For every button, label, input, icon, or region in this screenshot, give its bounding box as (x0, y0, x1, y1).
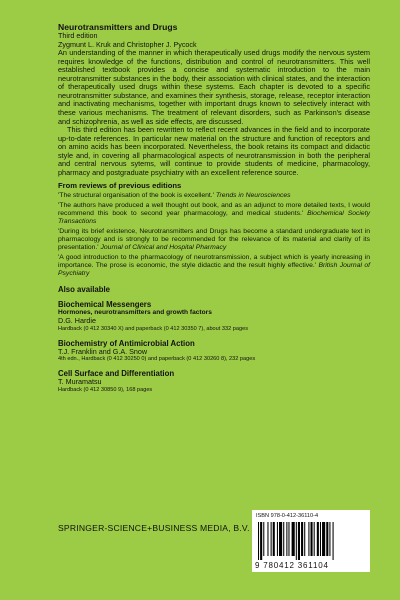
related-book-info: 4th edn., Hardback (0 412 30250 0) and paperback (0 412 30260 8), 232 pages (58, 356, 256, 363)
related-book-info: Hardback (0 412 30340 X) and paperback (0 412 30350 7), about 332 pages (58, 325, 249, 332)
book-title: Neurotransmitters and Drugs (58, 22, 178, 32)
back-cover-content (58, 22, 370, 394)
related-book-title: Cell Surface and Differentiation (58, 369, 175, 379)
review-source: Biochemical Society Transactions (58, 210, 370, 226)
review-item (58, 202, 370, 226)
review-item (58, 228, 370, 252)
related-book-subtitle: Hormones, neurotransmitters and growth factors (58, 309, 212, 317)
description-paragraph-2: This third edition has been rewritten to reflect recent advances in the field and to incorporate up-to-date references. In particular new material on the structure and function of receptors and on amino acids has been incorporated. Nevertheless, the book retains its compact and didactic style and, in covering all pharmacological aspects of neurotransmission in both the peripheral and central nervous sytems, will continue to provide students of medicine, pharmacology, pharmacy and postgraduate psychiatry with an excellent reference source. (58, 125, 370, 177)
related-book-title: Biochemical Messengers (58, 300, 152, 310)
review-source: Journal of Clinical and Hospital Pharmacy (100, 243, 227, 251)
review-source: British Journal of Psychiatry (58, 261, 370, 277)
related-book-author: D.G. Hardie (58, 316, 96, 326)
related-book-author: T. Muramatsu (58, 377, 102, 387)
book-authors: Zygmunt L. Kruk and Christopher J. Pycock (58, 39, 197, 49)
publisher-name: SPRINGER-SCIENCE+BUSINESS MEDIA, B.V. (58, 523, 250, 533)
barcode-panel (252, 510, 370, 572)
related-book (58, 300, 370, 332)
review-quote: 'A good introduction to the pharmacology of neurotransmission, a subject which is yearly increasing in importance. The prose is economic, the style didactic and the result highly effective.' (58, 253, 370, 269)
description-paragraph-1: An understanding of the manner in which therapeutically used drugs modify the nervous system requires knowledge of the functions, distribution and control of neurotransmitters. This well established textbook provides a concise and systematic introduction to the main neurotransmitter substances in the body, their association with clinical states, and the interaction of therapeutically used drugs within these systems. Each chapter is devoted to a specific neurotransmitter substance, and examines their synthesis, storage, release, receptor interaction and inactivating mechanisms, together with important drugs known to selectively interact with these various mechanisms. The treatment of relevant disorders, such as Parkinson's disease and schizophrenia, as well as side effects, are discussed. (58, 48, 370, 126)
book-edition: Third edition (58, 31, 98, 40)
ean-number: 9 780412 361104 (255, 561, 329, 570)
related-book (58, 369, 370, 393)
related-book-author: T.J. Franklin and G.A. Snow (58, 346, 148, 356)
review-quote: 'The structural organisation of the book is excellent.' (58, 192, 214, 200)
related-book (58, 339, 370, 363)
review-item (58, 192, 370, 200)
review-source: Trends in Neurosciences (215, 192, 291, 200)
review-item (58, 254, 370, 278)
review-quote: 'The authors have produced a well thought out book, and as an adjunct to more detailed texts, I would recommend this book to second year pharmacology, and medical students.' (58, 202, 370, 218)
review-quote: 'During its brief existence, Neurotransmitters and Drugs has become a standard undergraduate text in pharmacology and is strongly to be recommended for the relevance of its material and clarity of its presentation.' (58, 228, 370, 251)
reviews-heading: From reviews of previous editions (58, 181, 182, 191)
isbn-text: ISBN 978-0-412-36110-4 (256, 513, 319, 519)
barcode-icon (258, 522, 364, 560)
related-book-title: Biochemistry of Antimicrobial Action (58, 338, 195, 348)
also-available-heading: Also available (58, 285, 111, 295)
related-book-info: Hardback (0 412 30850 9), 168 pages (58, 386, 153, 393)
